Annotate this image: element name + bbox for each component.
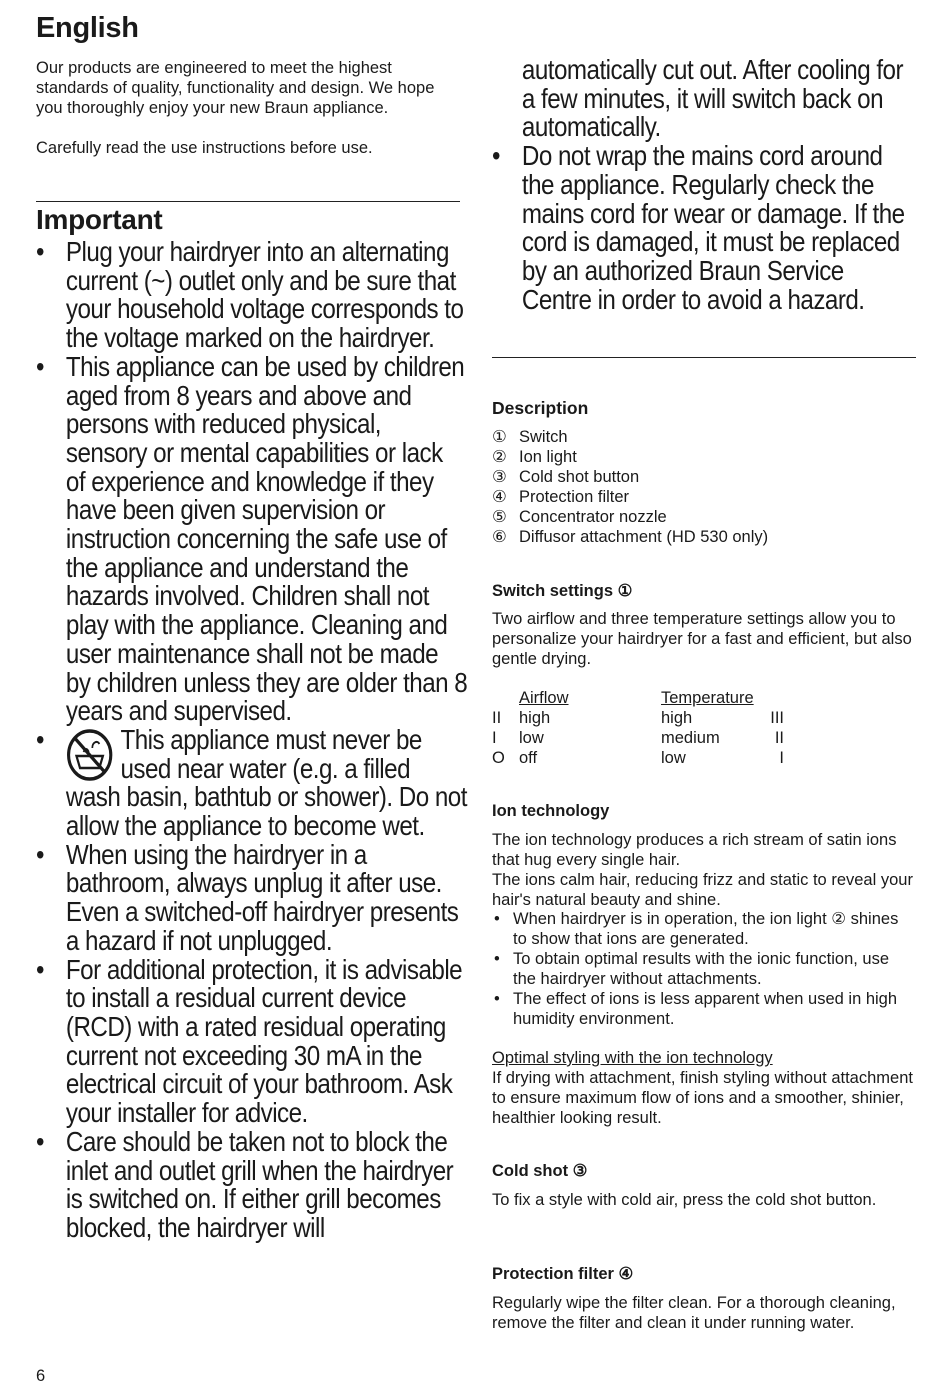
temperature-value: medium [661, 729, 720, 747]
list-item [492, 527, 768, 547]
temperature-value: high [661, 709, 693, 727]
list-item [492, 427, 768, 447]
list-item-text: Care should be taken not to block the inlet and outlet grill when the hairdryer is switched on. If either grill becomes blocked, the hairdryer will [65, 1125, 454, 1243]
description-heading: Description [492, 398, 589, 418]
switch-symbol: I [492, 729, 497, 747]
temperature-header: Temperature [661, 689, 754, 707]
temperature-value: low [661, 749, 686, 767]
list-item [492, 989, 916, 1029]
important-list [36, 238, 467, 1243]
item-number: ④ [492, 488, 507, 506]
item-label: Concentrator nozzle [519, 508, 667, 526]
list-item [36, 350, 468, 727]
switch-settings-heading: Switch settings ① [492, 582, 633, 600]
bullet: • [36, 953, 44, 985]
bullet: • [492, 140, 500, 172]
list-item [492, 487, 768, 507]
list-item [492, 467, 768, 487]
bullet: • [36, 838, 44, 870]
item-label: Protection filter [519, 488, 630, 506]
airflow-header: Airflow [519, 689, 569, 707]
bullet: • [494, 990, 500, 1008]
temperature-level: III [770, 709, 784, 727]
ion-technology-text [492, 830, 916, 910]
paragraph: The ions calm hair, reducing frizz and static to reveal your hair's natural beauty and shine. [492, 871, 913, 909]
list-item-text: The effect of ions is less apparent when used in high humidity environment. [513, 990, 898, 1028]
list-item-text: Do not wrap the mains cord around the appliance. Regularly check the mains cord for wear or damage. If the cord is damaged, it must be replaced by an authorized Braun Service Centre in order to avoid a hazard. [521, 140, 905, 315]
settings-header-row [492, 688, 792, 708]
temperature-level: II [774, 729, 784, 747]
item-number: ⑥ [492, 528, 507, 546]
list-item [36, 1125, 467, 1243]
list-item-text: Plug your hairdryer into an alternating current (~) outlet only and be sure that your household voltage corresponds to the voltage marked on the hairdryer. [65, 236, 464, 354]
list-item [36, 953, 467, 1129]
paragraph: The ion technology produces a rich stream of satin ions that hug every single hair. [492, 831, 897, 869]
no-water-icon [66, 728, 114, 782]
airflow-value: low [519, 729, 544, 747]
list-item [492, 909, 916, 949]
cold-shot-heading: Cold shot ③ [492, 1162, 588, 1180]
bullet: • [36, 236, 44, 267]
description-list [492, 427, 768, 547]
list-item [492, 949, 916, 989]
list-item [492, 447, 768, 467]
temperature-level: I [779, 749, 784, 767]
list-item [36, 723, 467, 842]
list-item-text: To obtain optimal results with the ionic function, use the hairdryer without attachments. [513, 950, 890, 988]
list-item [492, 507, 768, 527]
page-heading: English [36, 12, 139, 44]
list-item [36, 238, 467, 353]
item-number: ① [492, 428, 507, 446]
switch-symbol: O [492, 749, 505, 767]
list-item [36, 838, 467, 956]
divider [36, 201, 460, 202]
bullet: • [36, 350, 44, 382]
item-number: ③ [492, 468, 507, 486]
list-item-text: When hairdryer is in operation, the ion light ② shines to show that ions are generated. [513, 910, 899, 948]
list-item [492, 142, 914, 314]
important-heading: Important [36, 204, 163, 235]
settings-row [492, 748, 792, 768]
item-label: Switch [519, 428, 568, 446]
intro [36, 58, 460, 158]
optimal-styling-heading: Optimal styling with the ion technology [492, 1049, 773, 1067]
intro-paragraph: Our products are engineered to meet the highest standards of quality, functionality and design. We hope you thoroughly enjoy your new Braun appliance. [36, 59, 435, 117]
item-label: Diffusor attachment (HD 530 only) [519, 528, 769, 546]
protection-filter-text: Regularly wipe the filter clean. For a thorough cleaning, remove the filter and clean it under running water. [492, 1294, 896, 1332]
airflow-value: off [519, 749, 538, 767]
settings-row [492, 708, 792, 728]
bullet: • [494, 950, 500, 968]
list-item [492, 56, 914, 142]
item-label: Ion light [519, 448, 577, 466]
list-item-text: This appliance must never be used near water (e.g. a filled wash basin, bathtub or shower). Do not allow the appliance to become wet. [65, 723, 467, 842]
ion-bullet-list [492, 909, 916, 1029]
ion-technology-heading: Ion technology [492, 802, 610, 820]
bullet: • [36, 1125, 44, 1157]
switch-settings-text: Two airflow and three temperature settings allow you to personalize your hairdryer for a fast and efficient, but also gentle drying. [492, 610, 912, 668]
intro-paragraph: Carefully read the use instructions before use. [36, 139, 373, 157]
item-number: ⑤ [492, 508, 507, 526]
settings-table [492, 688, 792, 768]
list-item-text: For additional protection, it is advisable to install a residual current device (RCD) with a rated residual operating current not exceeding 30 mA in the electrical circuit of your bathroom. Ask your installer for advice. [65, 953, 463, 1129]
optimal-styling-text: If drying with attachment, finish styling without attachment to ensure maximum flow of ions and a smoother, shinier, healthier looking result. [492, 1069, 913, 1127]
list-item-text: This appliance can be used by children aged from 8 years and above and persons with reduced physical, sensory or mental capabilities or lack of experience and knowledge if they have been given supervision or instruction concerning the safe use of the appliance and understand the hazards involved. Children shall not play with the appliance. Cleaning and user maintenance shall not be made by children unless they are older than 8 years and supervised. [65, 350, 468, 727]
important-list-continued [492, 56, 914, 314]
item-label: Cold shot button [519, 468, 640, 486]
airflow-value: high [519, 709, 551, 727]
settings-row [492, 728, 792, 748]
page-number: 6 [36, 1367, 46, 1385]
bullet: • [494, 910, 500, 928]
item-number: ② [492, 448, 507, 466]
cold-shot-text: To fix a style with cold air, press the cold shot button. [492, 1191, 877, 1209]
list-item-text: When using the hairdryer in a bathroom, always unplug it after use. Even a switched-off hairdryer presents a hazard if not unplugged. [65, 838, 459, 956]
list-item-text: automatically cut out. After cooling for a few minutes, it will switch back on automatically. [521, 54, 904, 143]
divider [492, 357, 916, 358]
switch-symbol: II [492, 709, 502, 727]
protection-filter-heading: Protection filter ④ [492, 1265, 634, 1283]
bullet: • [36, 723, 44, 755]
